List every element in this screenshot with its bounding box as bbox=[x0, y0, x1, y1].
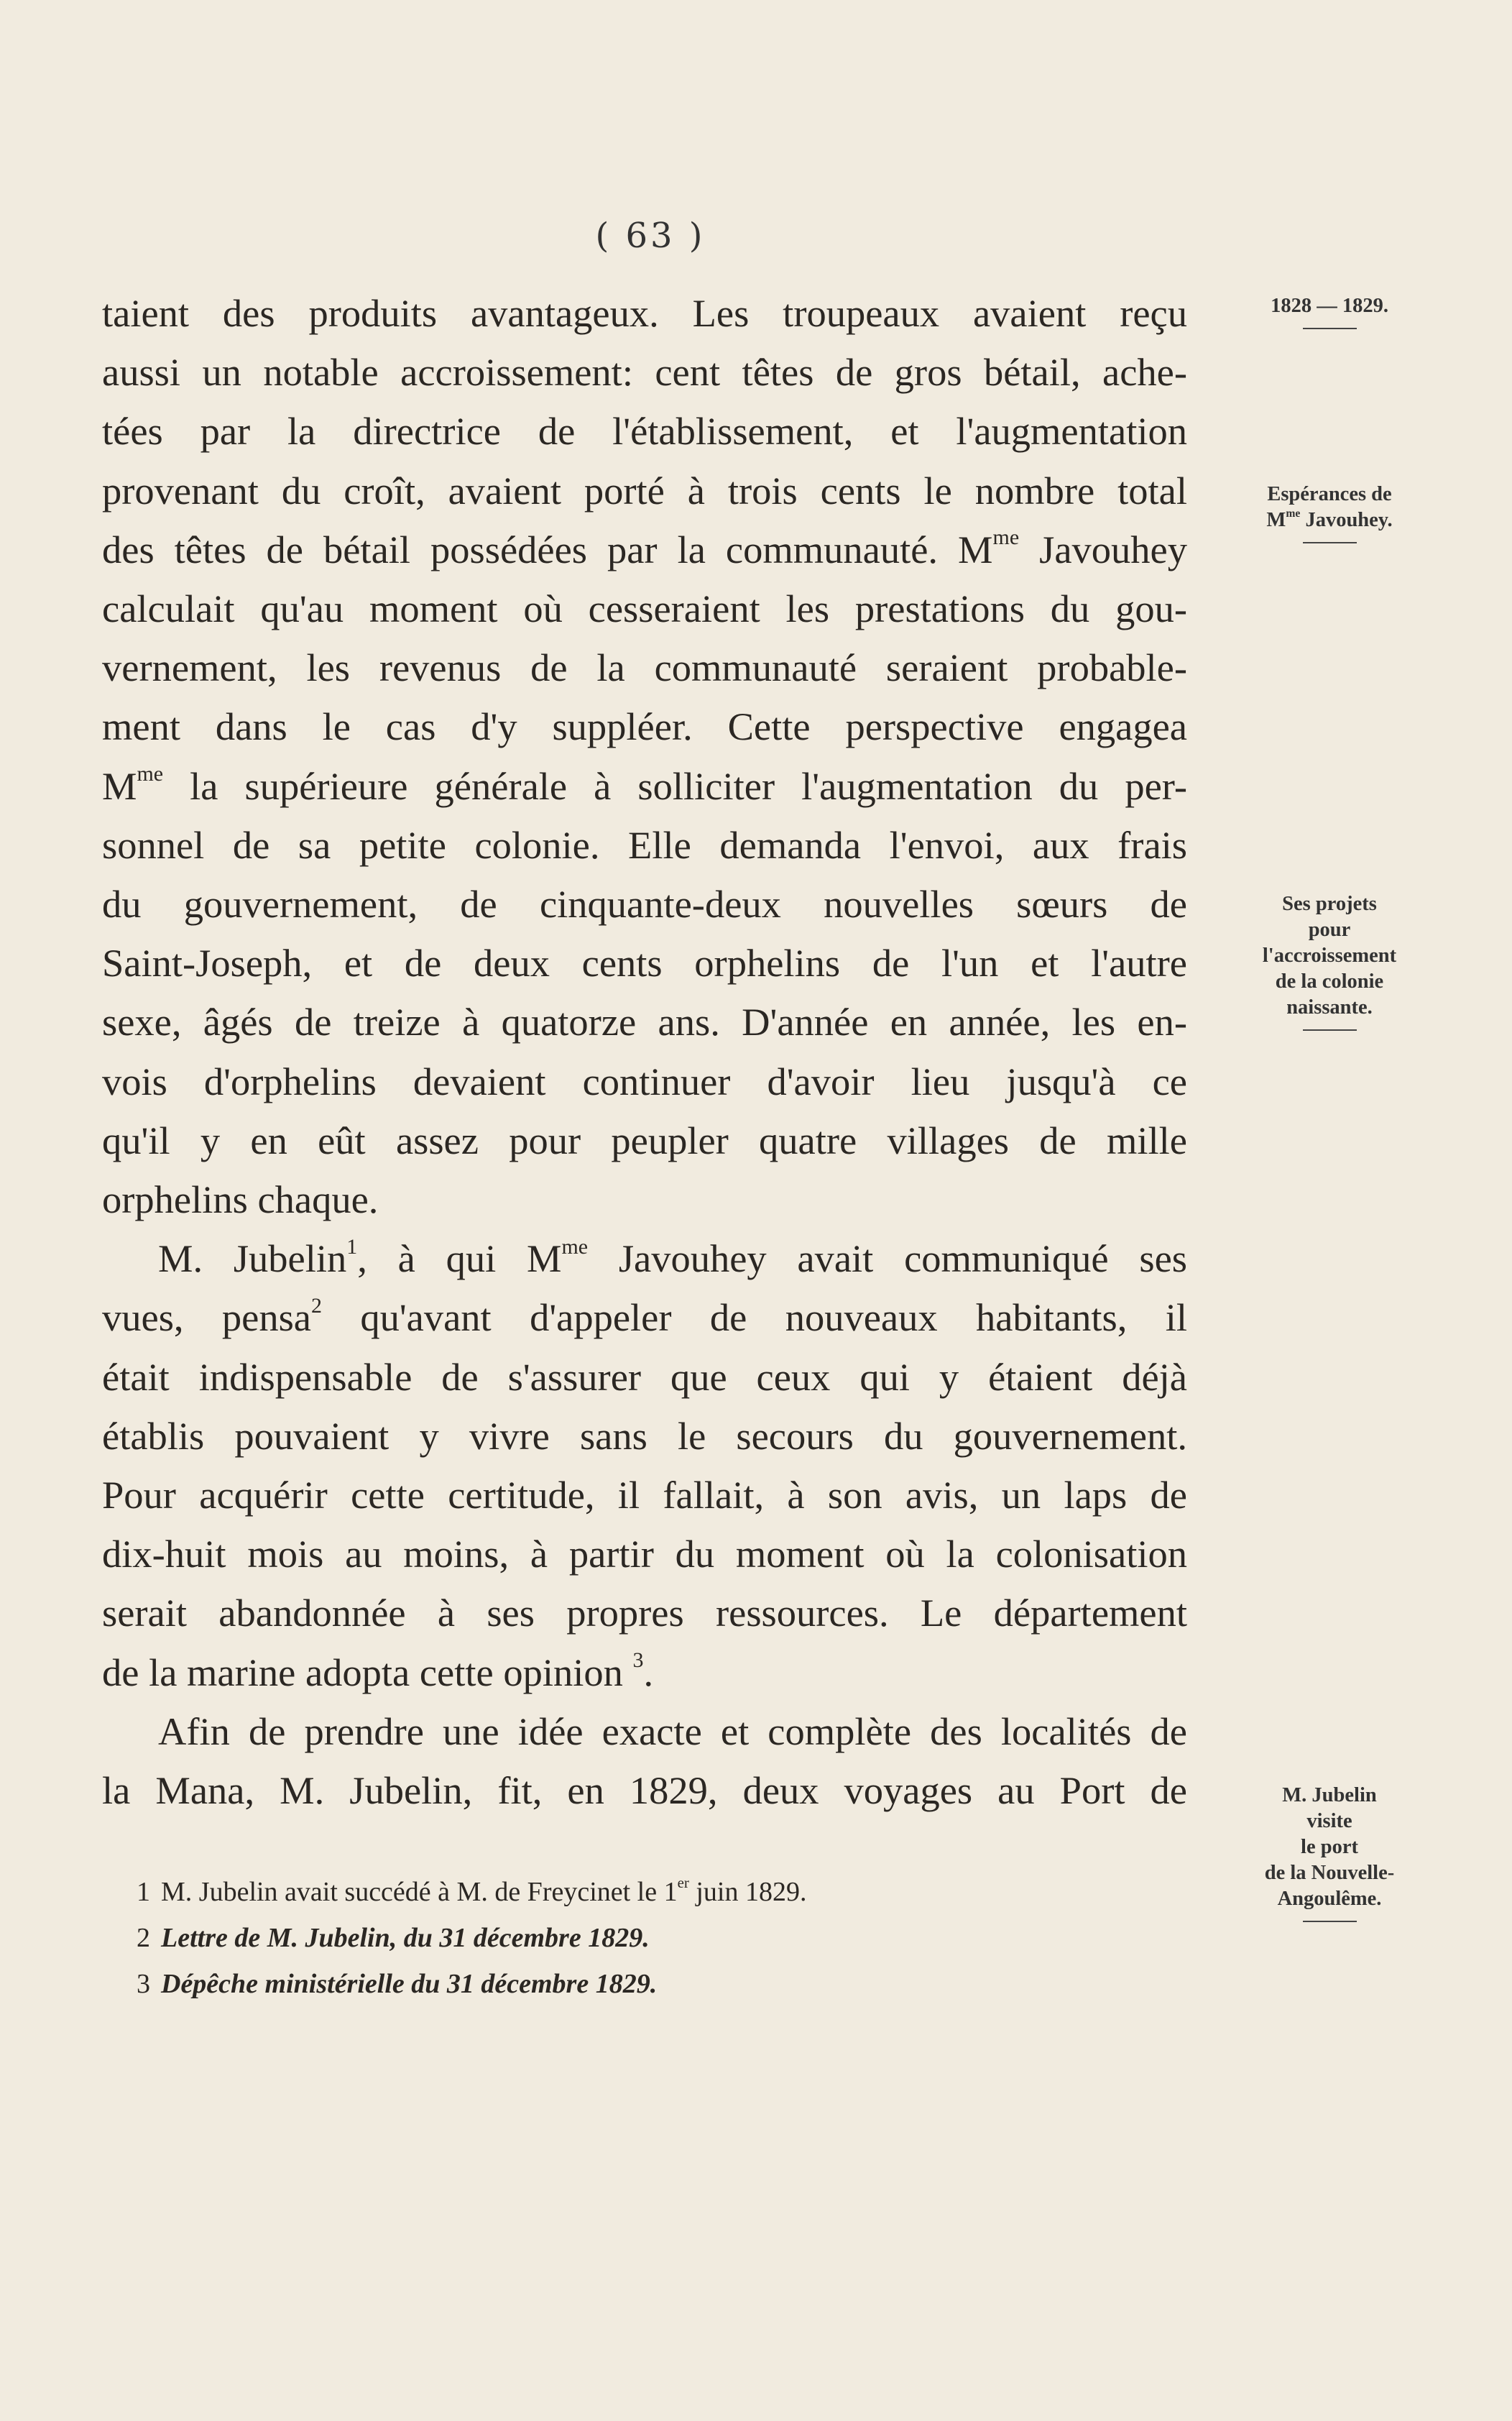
footnote-number: 1 bbox=[137, 1877, 150, 1907]
text-line: sonnel de sa petite colonie. Elle demanda l'envoi, aux frais bbox=[102, 822, 1187, 867]
text-line: ment dans le cas d'y suppléer. Cette perspective engagea bbox=[102, 704, 1187, 749]
text-line: vernement, les revenus de la communauté seraient probable- bbox=[102, 646, 1187, 690]
margin-note-jubelin-visite: M. Jubelin visite le port de la Nouvelle- Angoulême. bbox=[1207, 1783, 1452, 1922]
main-text bbox=[102, 284, 1187, 1820]
footnotes bbox=[137, 1869, 1143, 2007]
text-line: dix-huit mois au moins, à partir du moment où la colonisation bbox=[102, 1532, 1187, 1576]
text-line: aussi un notable accroissement: cent têtes de gros bétail, ache- bbox=[102, 350, 1187, 395]
text-line: Pour acquérir cette certitude, il fallait, à son avis, un laps de bbox=[102, 1473, 1187, 1517]
footnote: 3 Dépêche ministérielle du 31 décembre 1829. bbox=[137, 1961, 1143, 2007]
text-line: qu'il y en eût assez pour peupler quatre villages de mille bbox=[102, 1118, 1187, 1162]
text-line: provenant du croît, avaient porté à trois cents le nombre total bbox=[102, 468, 1187, 513]
text-line: était indispensable de s'assurer que ceux qui y étaient déjà bbox=[102, 1354, 1187, 1399]
text-line: serait abandonnée à ses propres ressources. Le département bbox=[102, 1591, 1187, 1635]
page-number: ( 63 ) bbox=[595, 216, 706, 256]
margin-note-esperances: Espérances de $M^{me}$ Javouhey. bbox=[1207, 482, 1452, 543]
text-line: Afin de prendre une idée exacte et complète des localités de bbox=[158, 1709, 1187, 1753]
text-line: calculait qu'au moment où cesseraient les prestations du gou- bbox=[102, 587, 1187, 631]
footnote: 1 M. Jubelin avait succédé à M. de Freycinet le 1er juin 1829. bbox=[137, 1869, 1143, 1915]
text-line: tées par la directrice de l'établissement, et l'augmentation bbox=[102, 409, 1187, 454]
margin-note-dates: 1828 — 1829. bbox=[1207, 293, 1452, 329]
text-line: Saint-Joseph, et de deux cents orphelins de l'un et l'autre bbox=[102, 941, 1187, 986]
divider bbox=[1303, 542, 1357, 543]
divider bbox=[1303, 1921, 1357, 1922]
footnote: 2 Lettre de M. Jubelin, du 31 décembre 1829. bbox=[137, 1915, 1143, 1961]
text-line: taient des produits avantageux. Les troupeaux avaient reçu bbox=[102, 291, 1187, 335]
text-line: orphelins chaque. bbox=[102, 1177, 379, 1222]
margin-note-projets: Ses projets pour l'accroissement de la colonie naissante. bbox=[1207, 891, 1452, 1031]
footnote-number: 2 bbox=[137, 1923, 150, 1953]
text-line: des têtes de bétail possédées par la communauté. $M^{me}$ Javouhey bbox=[102, 525, 1188, 571]
text-line: sexe, âgés de treize à quatorze ans. D'année en année, les en- bbox=[102, 1000, 1187, 1044]
text-line: de la marine adopta cette opinion $^3$. bbox=[102, 1648, 654, 1694]
footnote-number: 3 bbox=[137, 1969, 150, 1999]
text-line: $M^{me}$ la supérieure générale à solliciter l'augmentation du per- bbox=[102, 762, 1187, 808]
text-line: la Mana, M. Jubelin, fit, en 1829, deux voyages au Port de bbox=[102, 1768, 1187, 1813]
text-line: du gouvernement, de cinquante-deux nouvelles sœurs de bbox=[102, 882, 1187, 927]
text-line: M. Jubelin$^1$, à qui $M^{me}$ Javouhey avait communiqué ses bbox=[158, 1234, 1187, 1281]
text-line: vois d'orphelins devaient continuer d'avoir lieu jusqu'à ce bbox=[102, 1059, 1187, 1103]
text-line: vues, pensa$^2$ qu'avant d'appeler de nouveaux habitants, il bbox=[102, 1293, 1187, 1340]
text-line: établis pouvaient y vivre sans le secours du gouvernement. bbox=[102, 1413, 1187, 1458]
divider bbox=[1303, 1029, 1357, 1031]
divider bbox=[1303, 328, 1357, 329]
